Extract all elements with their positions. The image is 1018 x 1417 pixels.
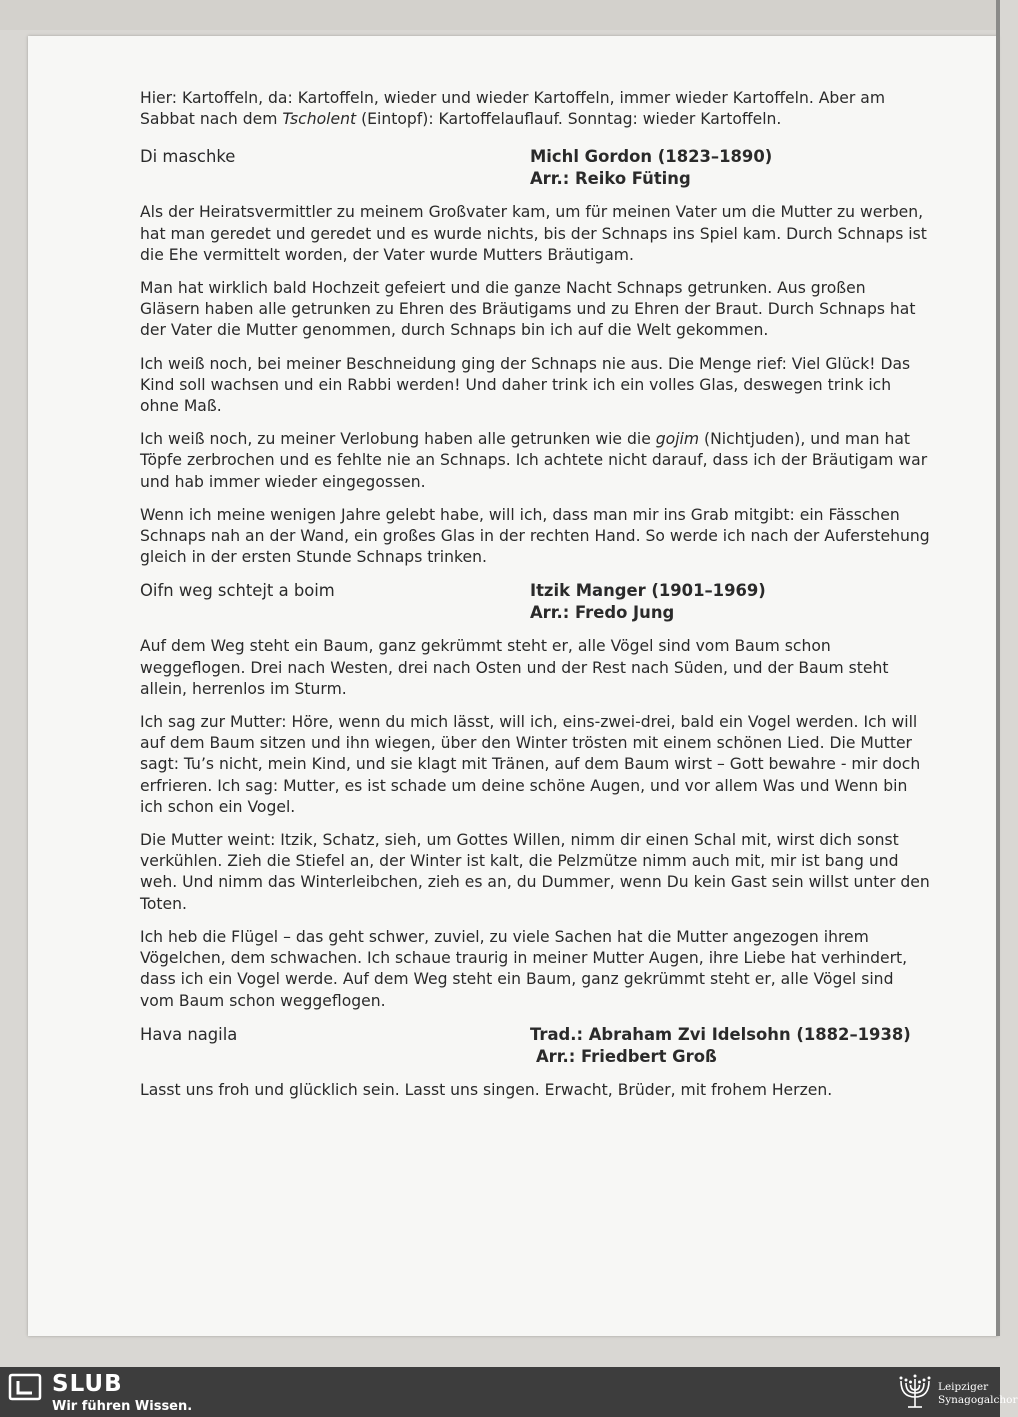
library-tagline: Wir führen Wissen. — [52, 1399, 193, 1414]
song-header-di-maschke — [140, 146, 930, 190]
song2-paragraph-3: Die Mutter weint: Itzik, Schatz, sieh, um Gottes Willen, nimm dir einen Schal mit, wirst dich sonst verkühlen. Zieh die Stiefel an, der Winter ist kalt, die Pelzmütze nimm auch mit, mir ist bang und weh. Und nimm das Winterleibchen, zieh es an, du Dummer, wenn Du kein Gast sein willst unter den Toten. — [140, 831, 930, 913]
italic-term: gojim — [655, 430, 700, 449]
page-content — [140, 88, 930, 1113]
song-title: Di maschke — [140, 147, 236, 167]
song-title: Hava nagila — [140, 1024, 238, 1044]
library-name: SLUB — [52, 1371, 123, 1397]
song1-paragraph-4: Ich weiß noch, zu meiner Verlobung haben alle getrunken wie die gojim (Nichtjuden), und man hat Töpfe zerbrochen und es fehlte nie an Schnaps. Ich achtete nicht darauf, dass ich der Bräutigam war und hab immer wieder eingegossen. — [140, 430, 928, 491]
song2-paragraph-1: Auf dem Weg steht ein Baum, ganz gekrümmt steht er, alle Vögel sind vom Baum schon weggeflogen. Drei nach Westen, drei nach Osten und der Rest nach Süden, und der Baum steht allein, herrenlos im Sturm. — [140, 637, 889, 698]
scan-right-edge — [996, 0, 1000, 1336]
intro-paragraph: Hier: Kartoffeln, da: Kartoffeln, wieder und wieder Kartoffeln, immer wieder Kartoffeln. Aber am Sabbat nach dem Tscholent (Eintopf): Kartoffelauflauf. Sonntag: wieder Kartoffeln. — [140, 89, 886, 129]
menorah-icon — [895, 1371, 935, 1413]
song-author: Itzik Manger (1901–1969) — [530, 581, 766, 601]
song-arranger: Arr.: Friedbert Groß — [536, 1046, 717, 1066]
song-credits — [530, 580, 930, 624]
song2-paragraph-4: Ich heb die Flügel – das geht schwer, zuviel, zu viele Sachen hat die Mutter angezogen ihrem Vögelchen, dem schwachen. Ich schaue traurig in meiner Mutter Augen, ihre Liebe hat verhindert, dass ich ein Vogel werde. Auf dem Weg steht ein Baum, ganz gekrümmt steht er, alle Vögel sind vom Baum schon weggeflogen. — [140, 927, 908, 1010]
song1-paragraph-3: Ich weiß noch, bei meiner Beschneidung ging der Schnaps nie aus. Die Menge rief: Viel Glück! Das Kind soll wachsen und ein Rabbi werden! Und daher trink ich ein volles Glas, deswegen trink ich ohne Maß. — [140, 354, 911, 416]
song-author: Trad.: Abraham Zvi Idelsohn (1882–1938) — [530, 1024, 911, 1044]
song2-paragraph-2: Ich sag zur Mutter: Höre, wenn du mich lässt, will ich, eins-zwei-drei, bald ein Vogel werden. Ich will auf dem Baum sitzen und ihn wiegen, über den Winter trösten mit einem schönen Lied. Die Mutter sagt: Tu’s nicht, mein Kind, und sie klagt mit Tränen, auf dem Baum wirst – Gott bewahre - mir doch erfrieren. Ich sag: Mutter, es ist schade um deine schöne Augen, und vor allem Was und Wenn bin ich schon ein Vogel. — [140, 713, 921, 816]
song1-paragraph-2: Man hat wirklich bald Hochzeit gefeiert und die ganze Nacht Schnaps getrunken. Aus großen Gläsern haben alle getrunken zu Ehren des Bräutigams und zu Ehren der Braut. Durch Schnaps hat der Vater die Mutter genommen, durch Schnaps bin ich auf die Welt gekommen. — [140, 279, 916, 340]
intro-italic-term: Tscholent — [282, 110, 357, 129]
song-title: Oifn weg schtejt a boim — [140, 581, 335, 601]
slub-logo-icon — [8, 1373, 42, 1401]
song3-paragraph-1: Lasst uns froh und glücklich sein. Lasst uns singen. Erwacht, Brüder, mit frohem Herzen. — [140, 1080, 833, 1099]
song-arranger: Arr.: Reiko Füting — [530, 169, 691, 189]
song-author: Michl Gordon (1823–1890) — [530, 147, 773, 167]
song-credits — [530, 146, 930, 190]
footer-bar — [0, 1367, 1018, 1417]
song-header-oifn-weg — [140, 580, 930, 624]
song-credits — [530, 1024, 930, 1068]
song-arranger: Arr.: Fredo Jung — [530, 603, 675, 623]
song1-paragraph-1: Als der Heiratsvermittler zu meinem Großvater kam, um für meinen Vater um die Mutter zu werben, hat man geredet und geredet und es wurde nichts, bis der Schnaps ins Spiel kam. Durch Schnaps ist die Ehe vermittelt worden, der Vater wurde Mutters Bräutigam. — [140, 203, 927, 264]
scan-top-edge — [0, 0, 1000, 30]
song1-paragraph-5: Wenn ich meine wenigen Jahre gelebt habe, will ich, dass man mir ins Grab mitgibt: ein Fässchen Schnaps nah an der Wand, ein großes Glas in der rechten Hand. So werde ich nach der Auferstehung gleich in der ersten Stunde Schnaps trinken. — [140, 505, 930, 567]
song-header-hava-nagila — [140, 1024, 930, 1068]
choir-logo-text: Leipziger Synagogalchor — [938, 1381, 1018, 1406]
